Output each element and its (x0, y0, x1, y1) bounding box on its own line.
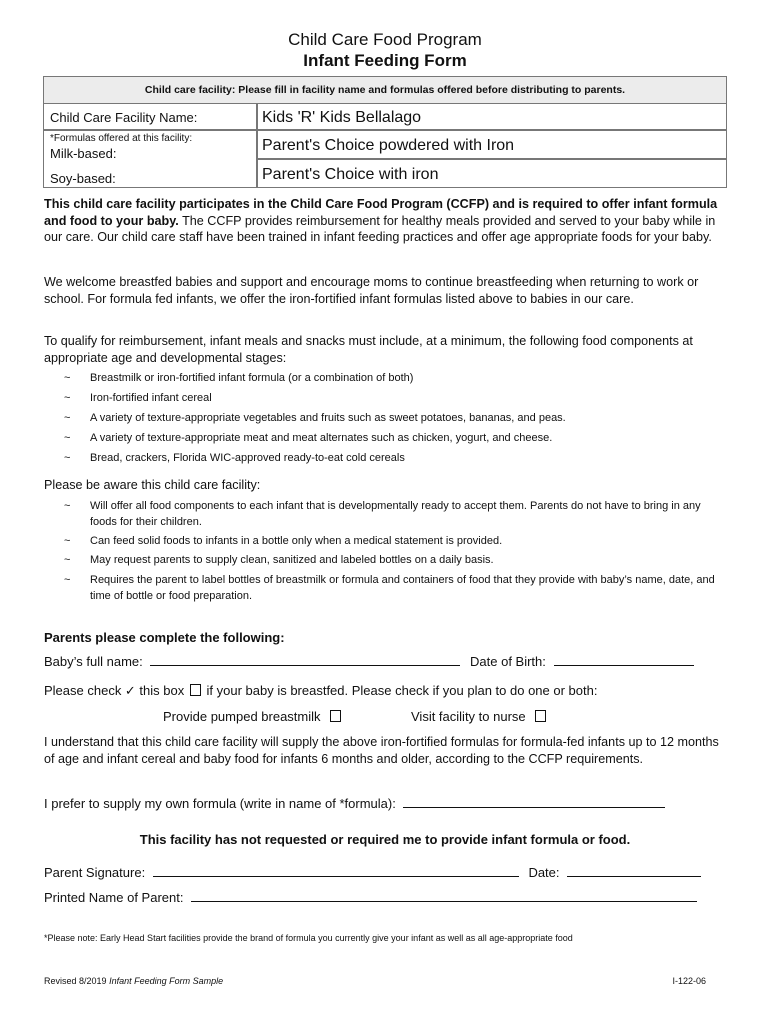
list-item: ~ Breastmilk or iron-fortified infant formula (or a combination of both) (64, 372, 414, 384)
pumped-option (163, 709, 343, 724)
facility-instruction: Child care facility: Please fill in facility name and formulas offered before distributing to parents. (43, 76, 727, 104)
pumped-checkbox[interactable] (330, 710, 341, 722)
visit-label: Visit facility to nurse (411, 709, 526, 724)
parents-heading: Parents please complete the following: (44, 630, 285, 645)
facility-info-table (43, 76, 727, 188)
components-list (64, 372, 724, 472)
check-instruction-2: if your baby is breastfed. Please check if you plan to do one or both: (206, 683, 598, 698)
baby-name-label: Baby’s full name: (44, 654, 143, 669)
signature-label: Parent Signature: (44, 865, 146, 880)
revised-date: Revised 8/2019 (44, 976, 107, 986)
breastfeeding-paragraph: We welcome breastfed babies and support and encourage moms to continue breastfeeding when returning to work or school. For formula fed infants, we offer the iron-fortified infant formulas listed above to babies in our care. (44, 275, 699, 306)
pumped-label: Provide pumped breastmilk (163, 709, 321, 724)
facility-name-field[interactable]: Kids 'R' Kids Bellalago (257, 103, 727, 130)
visit-checkbox[interactable] (535, 710, 546, 722)
own-formula-label: I prefer to supply my own formula (write in name of *formula): (44, 796, 396, 811)
not-required-statement: This facility has not requested or required me to provide infant formula or food. (139, 832, 631, 847)
signature-row (44, 864, 701, 880)
milk-formula-field[interactable]: Parent's Choice powdered with Iron (257, 130, 727, 159)
list-item: ~ Requires the parent to label bottles of breastmilk or formula and containers of food that they provide with baby’s name, date, and time of bottle or food preparation. (64, 574, 715, 602)
own-formula-row (44, 795, 665, 811)
form-code: I-122-06 (672, 976, 706, 986)
list-item: ~ Bread, crackers, Florida WIC-approved ready-to-eat cold cereals (64, 452, 405, 464)
intro-bold-text: This child care facility participates in the Child Care Food Program (CCFP) and is required to offer infant formula and food to your baby. (44, 197, 718, 228)
list-item: ~ Can feed solid foods to infants in a bottle only when a medical statement is provided. (64, 535, 503, 547)
qualify-paragraph: To qualify for reimbursement, infant meals and snacks must include, at a minimum, the following food components at appropriate age and developmental stages: (44, 334, 693, 365)
intro-text: The CCFP provides reimbursement for healthy meals provided and served to your baby while in our care. Our child care staff have been trained in infant feeding practices and offer age appropriate foods for your baby. (44, 213, 716, 244)
formulas-note: *Formulas offered at this facility: (50, 133, 193, 144)
facility-name-label: Child Care Facility Name: (43, 103, 257, 130)
form-name: Infant Feeding Form Sample (109, 976, 224, 986)
printed-name-row (44, 889, 697, 905)
footnote: *Please note: Early Head Start facilities provide the brand of formula you currently give your infant as well as all age-appropriate food (44, 933, 573, 943)
check-instruction-1: Please check ✓ this box (44, 683, 185, 698)
baby-name-field[interactable] (150, 653, 460, 666)
signature-field[interactable] (153, 864, 519, 877)
dob-label: Date of Birth: (470, 654, 546, 669)
date-field[interactable] (567, 864, 701, 877)
formulas-label-cell (43, 130, 257, 188)
list-item: ~ Will offer all food components to each infant that is developmentally ready to accept them. Parents do not have to bring in any foods for their children. (64, 500, 701, 528)
dob-field[interactable] (554, 653, 694, 666)
list-item: ~ A variety of texture-appropriate meat and meat alternates such as chicken, yogurt, and cheese. (64, 432, 553, 444)
aware-heading: Please be aware this child care facility: (44, 478, 261, 492)
own-formula-field[interactable] (403, 795, 665, 808)
program-title: Child Care Food Program (288, 30, 482, 49)
printed-name-label: Printed Name of Parent: (44, 890, 184, 905)
date-label: Date: (528, 865, 560, 880)
intro-paragraph (44, 196, 726, 246)
printed-name-field[interactable] (191, 889, 697, 902)
list-item: ~ Iron-fortified infant cereal (64, 392, 212, 404)
breastfed-check-row (44, 683, 597, 699)
milk-based-label: Milk-based: (50, 146, 117, 161)
list-item: ~ A variety of texture-appropriate vegetables and fruits such as sweet potatoes, bananas, and peas. (64, 412, 566, 424)
aware-list (64, 498, 724, 606)
soy-formula-field[interactable]: Parent's Choice with iron (257, 159, 727, 188)
breastfed-checkbox[interactable] (190, 684, 201, 696)
form-title: Infant Feeding Form (303, 51, 467, 70)
baby-name-row (44, 653, 694, 669)
understand-paragraph: I understand that this child care facility will supply the above iron-fortified formulas for formula-fed infants up to 12 months of age and infant cereal and baby food for infants 6 months and older, according to the CCFP requirements. (44, 735, 719, 766)
list-item: ~ May request parents to supply clean, sanitized and labeled bottles on a daily basis. (64, 554, 494, 566)
footer-revision (44, 976, 223, 986)
visit-option (411, 709, 548, 724)
soy-based-label: Soy-based: (50, 171, 116, 186)
